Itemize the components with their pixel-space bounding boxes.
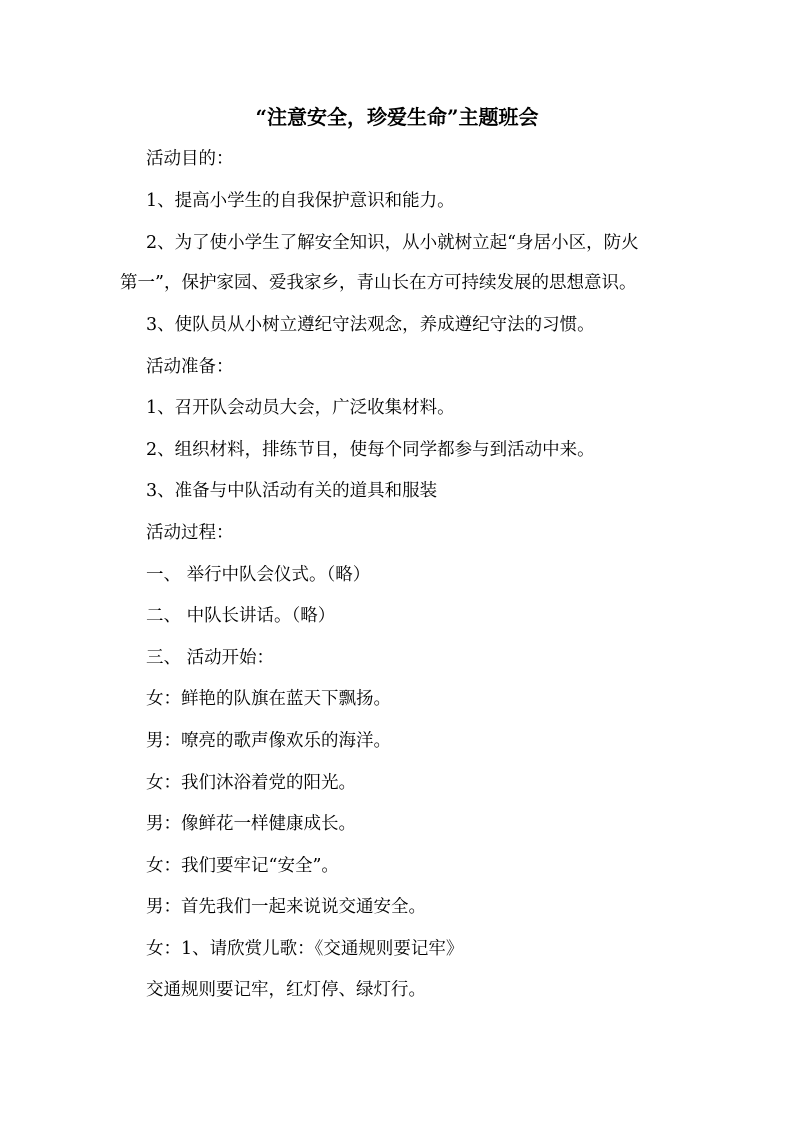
text-line: 女：我们沐浴着党的阳光。 [146,773,356,793]
text-line: 3、使队员从小树立遵纪守法观念，养成遵纪守法的习惯。 [146,315,595,335]
document-title: “注意安全，珍爱生命”主题班会 [255,105,539,129]
text-line: 女：鲜艳的队旗在蓝天下飘扬。 [146,689,391,709]
text-line: 女：1、请欣赏儿歌：《交通规则要记牢》 [146,939,464,959]
text-line: 三、 活动开始： [146,648,275,668]
text-line: 一、 举行中队会仪式。（略） [146,565,371,585]
text-line: 男：嘹亮的歌声像欢乐的海洋。 [146,731,391,751]
text-line: 活动目的： [146,149,234,169]
text-line: 2、组织材料，排练节目，使每个同学都参与到活动中来。 [146,440,595,460]
text-line: 活动准备： [146,357,234,377]
text-line: 1、召开队会动员大会，广泛收集材料。 [146,398,455,418]
text-line: 3、准备与中队活动有关的道具和服装 [146,481,438,501]
text-line: 二、 中队长讲话。（略） [146,606,336,626]
text-line: 交通规则要记牢，红灯停、绿灯行。 [146,980,426,1000]
text-line: 活动过程： [146,523,234,543]
text-line: 男：首先我们一起来说说交通安全。 [146,897,426,917]
text-line: 男：像鲜花一样健康成长。 [146,814,356,834]
text-line: 女：我们要牢记“安全”。 [146,856,339,876]
text-line: 2、为了使小学生了解安全知识，从小就树立起“身居小区，防火 [146,233,639,253]
text-line: 1、提高小学生的自我保护意识和能力。 [146,191,455,211]
text-line: 第一”，保护家园、爱我家乡，青山长在方可持续发展的思想意识。 [120,273,637,293]
